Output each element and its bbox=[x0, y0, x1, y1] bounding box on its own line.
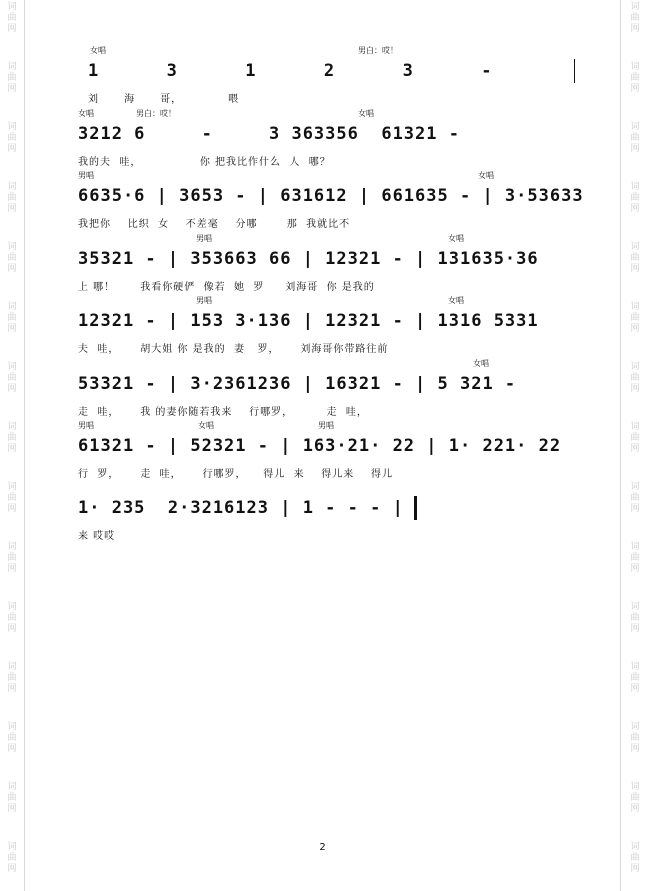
watermark-glyph: 网 bbox=[630, 684, 640, 694]
barline bbox=[574, 59, 575, 83]
watermark-glyph: 网 bbox=[7, 144, 17, 154]
watermark-glyph: 词 bbox=[7, 182, 17, 192]
lyric-line: 走 哇， 我 的妻你随若我来 行哪罗， 走 哇， bbox=[78, 407, 368, 418]
watermark-glyph: 词 bbox=[7, 2, 17, 12]
jianpu-notes: 1· 235 2·3216123 | 1 - - - | bbox=[78, 498, 404, 518]
watermark-glyph: 曲 bbox=[7, 733, 17, 743]
watermark-glyph: 曲 bbox=[7, 493, 17, 503]
watermark-glyph: 网 bbox=[630, 744, 640, 754]
watermark-glyph: 曲 bbox=[7, 553, 17, 563]
jianpu-notes: 3212 6 - 3 363356 61321 - bbox=[78, 124, 460, 144]
watermark-glyph: 词 bbox=[7, 602, 17, 612]
watermark-glyph: 网 bbox=[630, 384, 640, 394]
watermark-glyph: 网 bbox=[7, 504, 17, 514]
watermark-glyph: 曲 bbox=[7, 613, 17, 623]
lyric-line: 刘 海 哥， 喂 bbox=[88, 94, 240, 105]
watermark-glyph: 曲 bbox=[7, 253, 17, 263]
watermark-glyph: 词 bbox=[630, 302, 640, 312]
watermark-glyph: 词 bbox=[630, 422, 640, 432]
watermark-glyph: 网 bbox=[7, 744, 17, 754]
lyric-line: 我的夫 哇， 你 把我比作什么 人 哪？ bbox=[78, 157, 331, 168]
watermark-glyph: 词 bbox=[7, 242, 17, 252]
watermark-glyph: 曲 bbox=[630, 433, 640, 443]
watermark-glyph: 词 bbox=[630, 2, 640, 12]
watermark-glyph: 网 bbox=[7, 624, 17, 634]
watermark-glyph: 词 bbox=[630, 362, 640, 372]
part-label: 男唱 bbox=[196, 296, 212, 305]
watermark-glyph: 曲 bbox=[7, 13, 17, 23]
part-label: 男白：哎！ bbox=[136, 109, 176, 118]
left-border bbox=[24, 0, 25, 891]
jianpu-notes: 12321 - | 153 3·136 | 12321 - | 1316 5331 bbox=[78, 311, 539, 331]
watermark-glyph: 曲 bbox=[630, 313, 640, 323]
watermark-glyph: 词 bbox=[7, 482, 17, 492]
watermark-glyph: 曲 bbox=[7, 193, 17, 203]
watermark-glyph: 网 bbox=[7, 804, 17, 814]
watermark-glyph: 曲 bbox=[630, 193, 640, 203]
part-label: 男唱 bbox=[78, 171, 94, 180]
part-label: 女唱 bbox=[90, 46, 106, 55]
watermark-glyph: 网 bbox=[630, 264, 640, 274]
part-label: 男唱 bbox=[318, 421, 334, 430]
watermark-glyph: 曲 bbox=[630, 253, 640, 263]
lyric-line: 上 哪！ 我看你硬俨 像若 她 罗 刘海哥 你 是我的 bbox=[78, 282, 375, 293]
jianpu-notes: 53321 - | 3·2361236 | 16321 - | 5 321 - bbox=[78, 374, 517, 394]
watermark-glyph: 曲 bbox=[630, 73, 640, 83]
watermark-glyph: 词 bbox=[630, 62, 640, 72]
watermark-glyph: 曲 bbox=[630, 733, 640, 743]
watermark-glyph: 网 bbox=[7, 444, 17, 454]
jianpu-notes: 35321 - | 353663 66 | 12321 - | 131635·36 bbox=[78, 249, 539, 269]
watermark-glyph: 曲 bbox=[7, 853, 17, 863]
watermark-glyph: 网 bbox=[630, 564, 640, 574]
watermark-glyph: 曲 bbox=[630, 673, 640, 683]
watermark-glyph: 词 bbox=[7, 362, 17, 372]
watermark-glyph: 曲 bbox=[630, 853, 640, 863]
watermark-glyph: 词 bbox=[7, 722, 17, 732]
watermark-glyph: 词 bbox=[630, 602, 640, 612]
part-label: 男唱 bbox=[196, 234, 212, 243]
watermark-glyph: 曲 bbox=[630, 13, 640, 23]
watermark-glyph: 词 bbox=[7, 542, 17, 552]
jianpu-notes: 1 3 1 2 3 - bbox=[88, 61, 493, 81]
watermark-glyph: 词 bbox=[630, 122, 640, 132]
watermark-glyph: 词 bbox=[630, 662, 640, 672]
watermark-glyph: 网 bbox=[630, 204, 640, 214]
watermark-glyph: 网 bbox=[7, 864, 17, 874]
part-label: 男白：哎！ bbox=[358, 46, 398, 55]
part-label: 女唱 bbox=[478, 171, 494, 180]
watermark-glyph: 网 bbox=[7, 384, 17, 394]
lyric-line: 来 哎哎 bbox=[78, 531, 116, 542]
part-label: 女唱 bbox=[473, 359, 489, 368]
watermark-glyph: 曲 bbox=[630, 133, 640, 143]
watermark-glyph: 网 bbox=[630, 144, 640, 154]
watermark-glyph: 网 bbox=[630, 24, 640, 34]
final-barline bbox=[414, 496, 417, 520]
part-label: 女唱 bbox=[198, 421, 214, 430]
watermark-glyph: 网 bbox=[630, 324, 640, 334]
watermark-glyph: 曲 bbox=[630, 493, 640, 503]
watermark-glyph: 词 bbox=[630, 782, 640, 792]
watermark-glyph: 网 bbox=[630, 444, 640, 454]
watermark-glyph: 网 bbox=[630, 864, 640, 874]
lyric-line: 行 罗， 走 哇， 行哪罗， 得儿 来 得儿来 得儿 bbox=[78, 469, 394, 480]
watermark-glyph: 网 bbox=[7, 564, 17, 574]
watermark-glyph: 词 bbox=[7, 842, 17, 852]
watermark-glyph: 网 bbox=[630, 804, 640, 814]
watermark-glyph: 词 bbox=[630, 182, 640, 192]
watermark-glyph: 曲 bbox=[7, 373, 17, 383]
part-label: 女唱 bbox=[448, 234, 464, 243]
watermark-glyph: 词 bbox=[7, 662, 17, 672]
watermark-glyph: 词 bbox=[7, 422, 17, 432]
part-label: 女唱 bbox=[78, 109, 94, 118]
watermark-glyph: 词 bbox=[630, 482, 640, 492]
watermark-glyph: 词 bbox=[7, 62, 17, 72]
lyric-line: 我把你 比织 女 不差毫 分哪 那 我就比不 bbox=[78, 219, 351, 230]
watermark-glyph: 网 bbox=[7, 324, 17, 334]
watermark-glyph: 网 bbox=[7, 684, 17, 694]
watermark-glyph: 曲 bbox=[630, 793, 640, 803]
watermark-glyph: 曲 bbox=[7, 73, 17, 83]
watermark-glyph: 词 bbox=[630, 242, 640, 252]
watermark-glyph: 曲 bbox=[630, 373, 640, 383]
part-label: 女唱 bbox=[448, 296, 464, 305]
watermark-glyph: 网 bbox=[7, 264, 17, 274]
right-border bbox=[620, 0, 621, 891]
part-label: 男唱 bbox=[78, 421, 94, 430]
watermark-glyph: 曲 bbox=[7, 133, 17, 143]
watermark-glyph: 词 bbox=[7, 782, 17, 792]
part-label: 女唱 bbox=[358, 109, 374, 118]
watermark-glyph: 网 bbox=[7, 24, 17, 34]
watermark-glyph: 词 bbox=[630, 722, 640, 732]
watermark-glyph: 曲 bbox=[7, 313, 17, 323]
watermark-glyph: 网 bbox=[630, 504, 640, 514]
watermark-glyph: 词 bbox=[7, 302, 17, 312]
watermark-glyph: 词 bbox=[630, 842, 640, 852]
watermark-glyph: 网 bbox=[7, 204, 17, 214]
page-number: 2 bbox=[319, 842, 326, 853]
watermark-glyph: 曲 bbox=[7, 433, 17, 443]
lyric-line: 夫 哇， 胡大姐 你 是我的 妻 罗， 刘海哥你带路往前 bbox=[78, 344, 389, 355]
watermark-glyph: 词 bbox=[630, 542, 640, 552]
watermark-glyph: 曲 bbox=[630, 613, 640, 623]
jianpu-notes: 61321 - | 52321 - | 163·21· 22 | 1· 221· 22 bbox=[78, 436, 562, 456]
watermark-glyph: 曲 bbox=[7, 673, 17, 683]
jianpu-notes: 6635·6 | 3653 - | 631612 | 661635 - | 3·53633 bbox=[78, 186, 584, 206]
watermark-glyph: 网 bbox=[630, 624, 640, 634]
watermark-glyph: 网 bbox=[7, 84, 17, 94]
watermark-glyph: 曲 bbox=[7, 793, 17, 803]
watermark-glyph: 曲 bbox=[630, 553, 640, 563]
watermark-glyph: 词 bbox=[7, 122, 17, 132]
watermark-glyph: 网 bbox=[630, 84, 640, 94]
